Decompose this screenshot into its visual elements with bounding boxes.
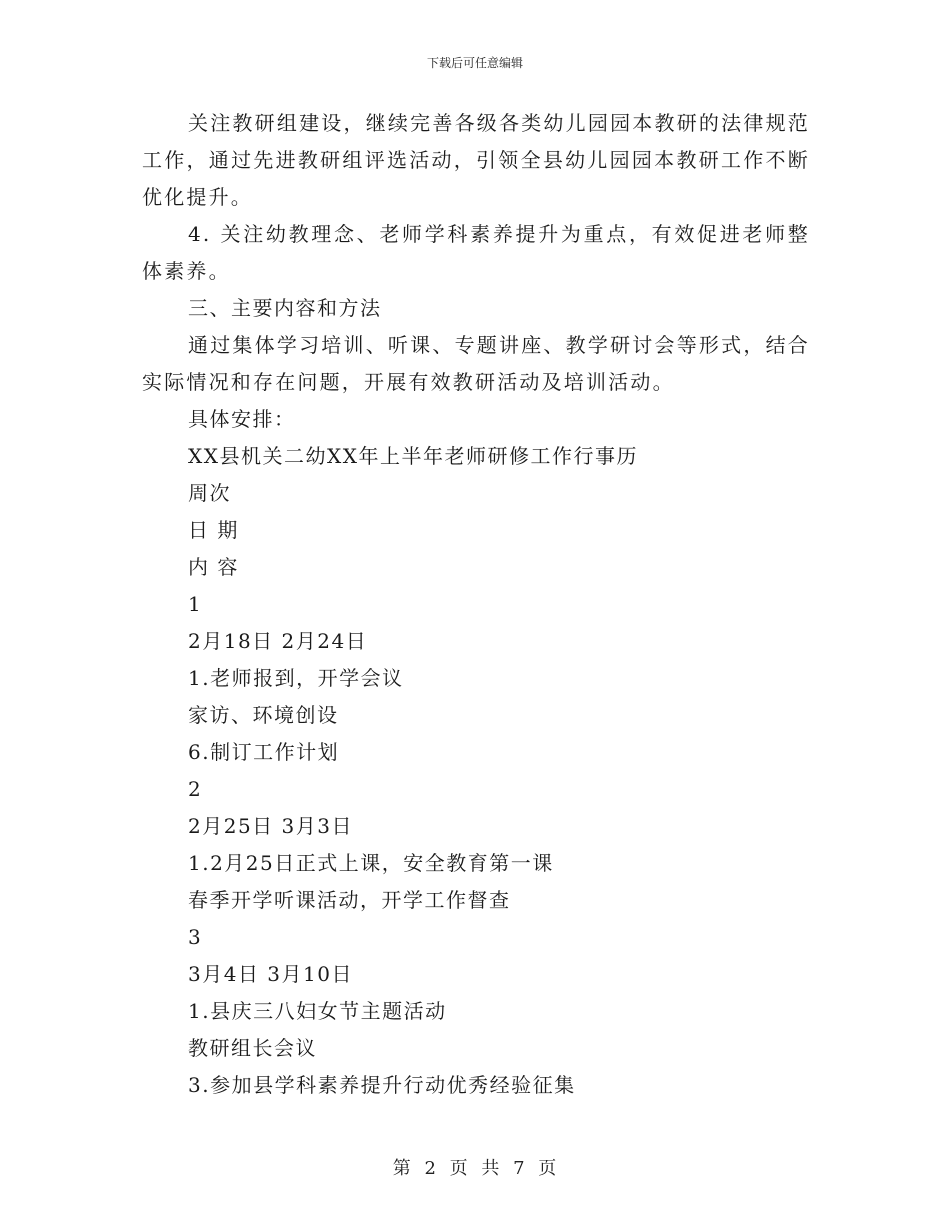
table-header-date: 日 期 xyxy=(188,518,239,542)
calendar-title: XX县机关二幼XX年上半年老师研修工作行事历 xyxy=(188,444,638,468)
paragraph-research-group: 关注教研组建设，继续完善各级各类幼儿园园本教研的法律规范工作，通过先进教研组评选活动，引领全县幼儿园园本教研工作不断优化提升。 xyxy=(142,111,810,209)
paragraph-methods: 通过集体学习培训、听课、专题讲座、教学研讨会等形式，结合实际情况和存在问题，开展有效教研活动及培训活动。 xyxy=(142,333,810,394)
week-item: 春季开学听课活动，开学工作督查 xyxy=(188,888,511,912)
week-item: 6.制订工作计划 xyxy=(188,740,340,764)
week-number: 2 xyxy=(188,777,203,801)
week-item: 1.2月25日正式上课，安全教育第一课 xyxy=(188,851,554,875)
week-number: 1 xyxy=(188,592,203,616)
page-number: 第 2 页 共 7 页 xyxy=(392,1158,558,1179)
week-item: 1.县庆三八妇女节主题活动 xyxy=(188,999,447,1023)
schedule-intro: 具体安排： xyxy=(188,407,296,431)
week-item: 教研组长会议 xyxy=(188,1036,317,1060)
table-header-week: 周次 xyxy=(188,481,231,505)
week-item: 家访、环境创设 xyxy=(188,703,339,727)
paragraph-point-4: 4. 关注幼教理念、老师学科素养提升为重点，有效促进老师整体素养。 xyxy=(142,222,810,283)
document-body xyxy=(142,105,810,1104)
week-date-range: 2月18日 2月24日 xyxy=(188,629,368,653)
week-number: 3 xyxy=(188,925,203,949)
week-item: 1.老师报到，开学会议 xyxy=(188,666,404,690)
section-title: 三、主要内容和方法 xyxy=(188,296,382,320)
page-header-note: 下载后可任意编辑 xyxy=(426,56,523,70)
week-date-range: 2月25日 3月3日 xyxy=(188,814,353,838)
table-header-content: 内 容 xyxy=(188,555,239,579)
week-date-range: 3月4日 3月10日 xyxy=(188,962,353,986)
week-item: 3.参加县学科素养提升行动优秀经验征集 xyxy=(188,1073,576,1097)
